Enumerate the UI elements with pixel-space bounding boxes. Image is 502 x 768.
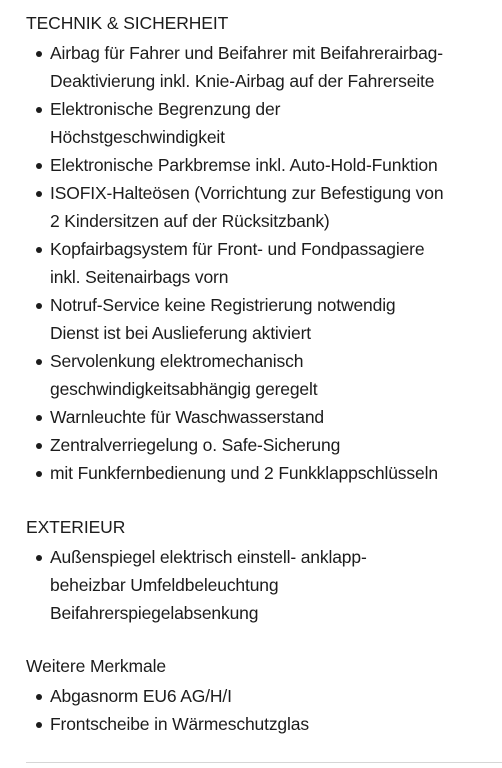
- bullet-icon: [36, 694, 42, 700]
- bullet-icon: [36, 471, 42, 477]
- bullet-icon: [36, 722, 42, 728]
- bullet-icon: [36, 191, 42, 197]
- list-item-text: Abgasnorm EU6 AG/H/I: [50, 686, 232, 706]
- list-item: [26, 347, 496, 403]
- list-item-text: inkl. Seitenairbags vorn: [50, 267, 229, 287]
- list-item: [26, 459, 496, 487]
- divider: [26, 762, 502, 763]
- section-title: Weitere Merkmale: [26, 656, 167, 676]
- list-item: [26, 403, 496, 431]
- list-item: [26, 682, 496, 710]
- bullet-icon: [36, 555, 42, 561]
- list-item: [26, 39, 496, 95]
- list-item-text: beheizbar Umfeldbeleuchtung: [50, 575, 279, 595]
- list-item: [26, 710, 496, 738]
- list-item: [26, 95, 496, 151]
- list-item-text: Zentralverriegelung o. Safe-Sicherung: [50, 435, 341, 455]
- list-item-text: ISOFIX-Halteösen (Vorrichtung zur Befestigung von: [50, 183, 444, 203]
- list-item-text: Warnleuchte für Waschwasserstand: [50, 407, 325, 427]
- list-item: [26, 151, 496, 179]
- list-item: [26, 543, 496, 627]
- bullet-icon: [36, 415, 42, 421]
- bullet-icon: [36, 51, 42, 57]
- section-title: EXTERIEUR: [26, 517, 126, 537]
- list-item-text: Beifahrerspiegelabsenkung: [50, 603, 259, 623]
- list-item-text: Dienst ist bei Auslieferung aktiviert: [50, 323, 311, 343]
- bullet-icon: [36, 247, 42, 253]
- list-item-text: 2 Kindersitzen auf der Rücksitzbank): [50, 211, 330, 231]
- feature-list: [26, 543, 496, 627]
- list-item: [26, 235, 496, 291]
- list-item-text: Kopfairbagsystem für Front- und Fondpassagiere: [50, 239, 425, 259]
- section-weitere-merkmale: [26, 655, 496, 738]
- feature-list: [26, 39, 496, 487]
- list-item-text: Höchstgeschwindigkeit: [50, 127, 225, 147]
- list-item-text: Elektronische Parkbremse inkl. Auto-Hold-Funktion: [50, 155, 438, 175]
- section-title: TECHNIK & SICHERHEIT: [26, 13, 229, 33]
- list-item-text: Airbag für Fahrer und Beifahrer mit Beifahrerairbag-: [50, 43, 443, 63]
- section-exterieur: [26, 516, 496, 627]
- bullet-icon: [36, 443, 42, 449]
- list-item-text: Elektronische Begrenzung der: [50, 99, 281, 119]
- bullet-icon: [36, 163, 42, 169]
- list-item-text: Notruf-Service keine Registrierung notwendig: [50, 295, 396, 315]
- list-item-text: geschwindigkeitsabhängig geregelt: [50, 379, 318, 399]
- list-item-text: mit Funkfernbedienung und 2 Funkklappschlüsseln: [50, 463, 438, 483]
- list-item: [26, 431, 496, 459]
- list-item: [26, 179, 496, 235]
- bullet-icon: [36, 359, 42, 365]
- bullet-icon: [36, 303, 42, 309]
- list-item-text: Frontscheibe in Wärmeschutzglas: [50, 714, 309, 734]
- list-item-text: Servolenkung elektromechanisch: [50, 351, 304, 371]
- list-item-text: Außenspiegel elektrisch einstell- anklapp-: [50, 547, 367, 567]
- section-technik-sicherheit: [26, 12, 496, 487]
- list-item-text: Deaktivierung inkl. Knie-Airbag auf der Fahrerseite: [50, 71, 435, 91]
- feature-list: [26, 682, 496, 738]
- list-item: [26, 291, 496, 347]
- bullet-icon: [36, 107, 42, 113]
